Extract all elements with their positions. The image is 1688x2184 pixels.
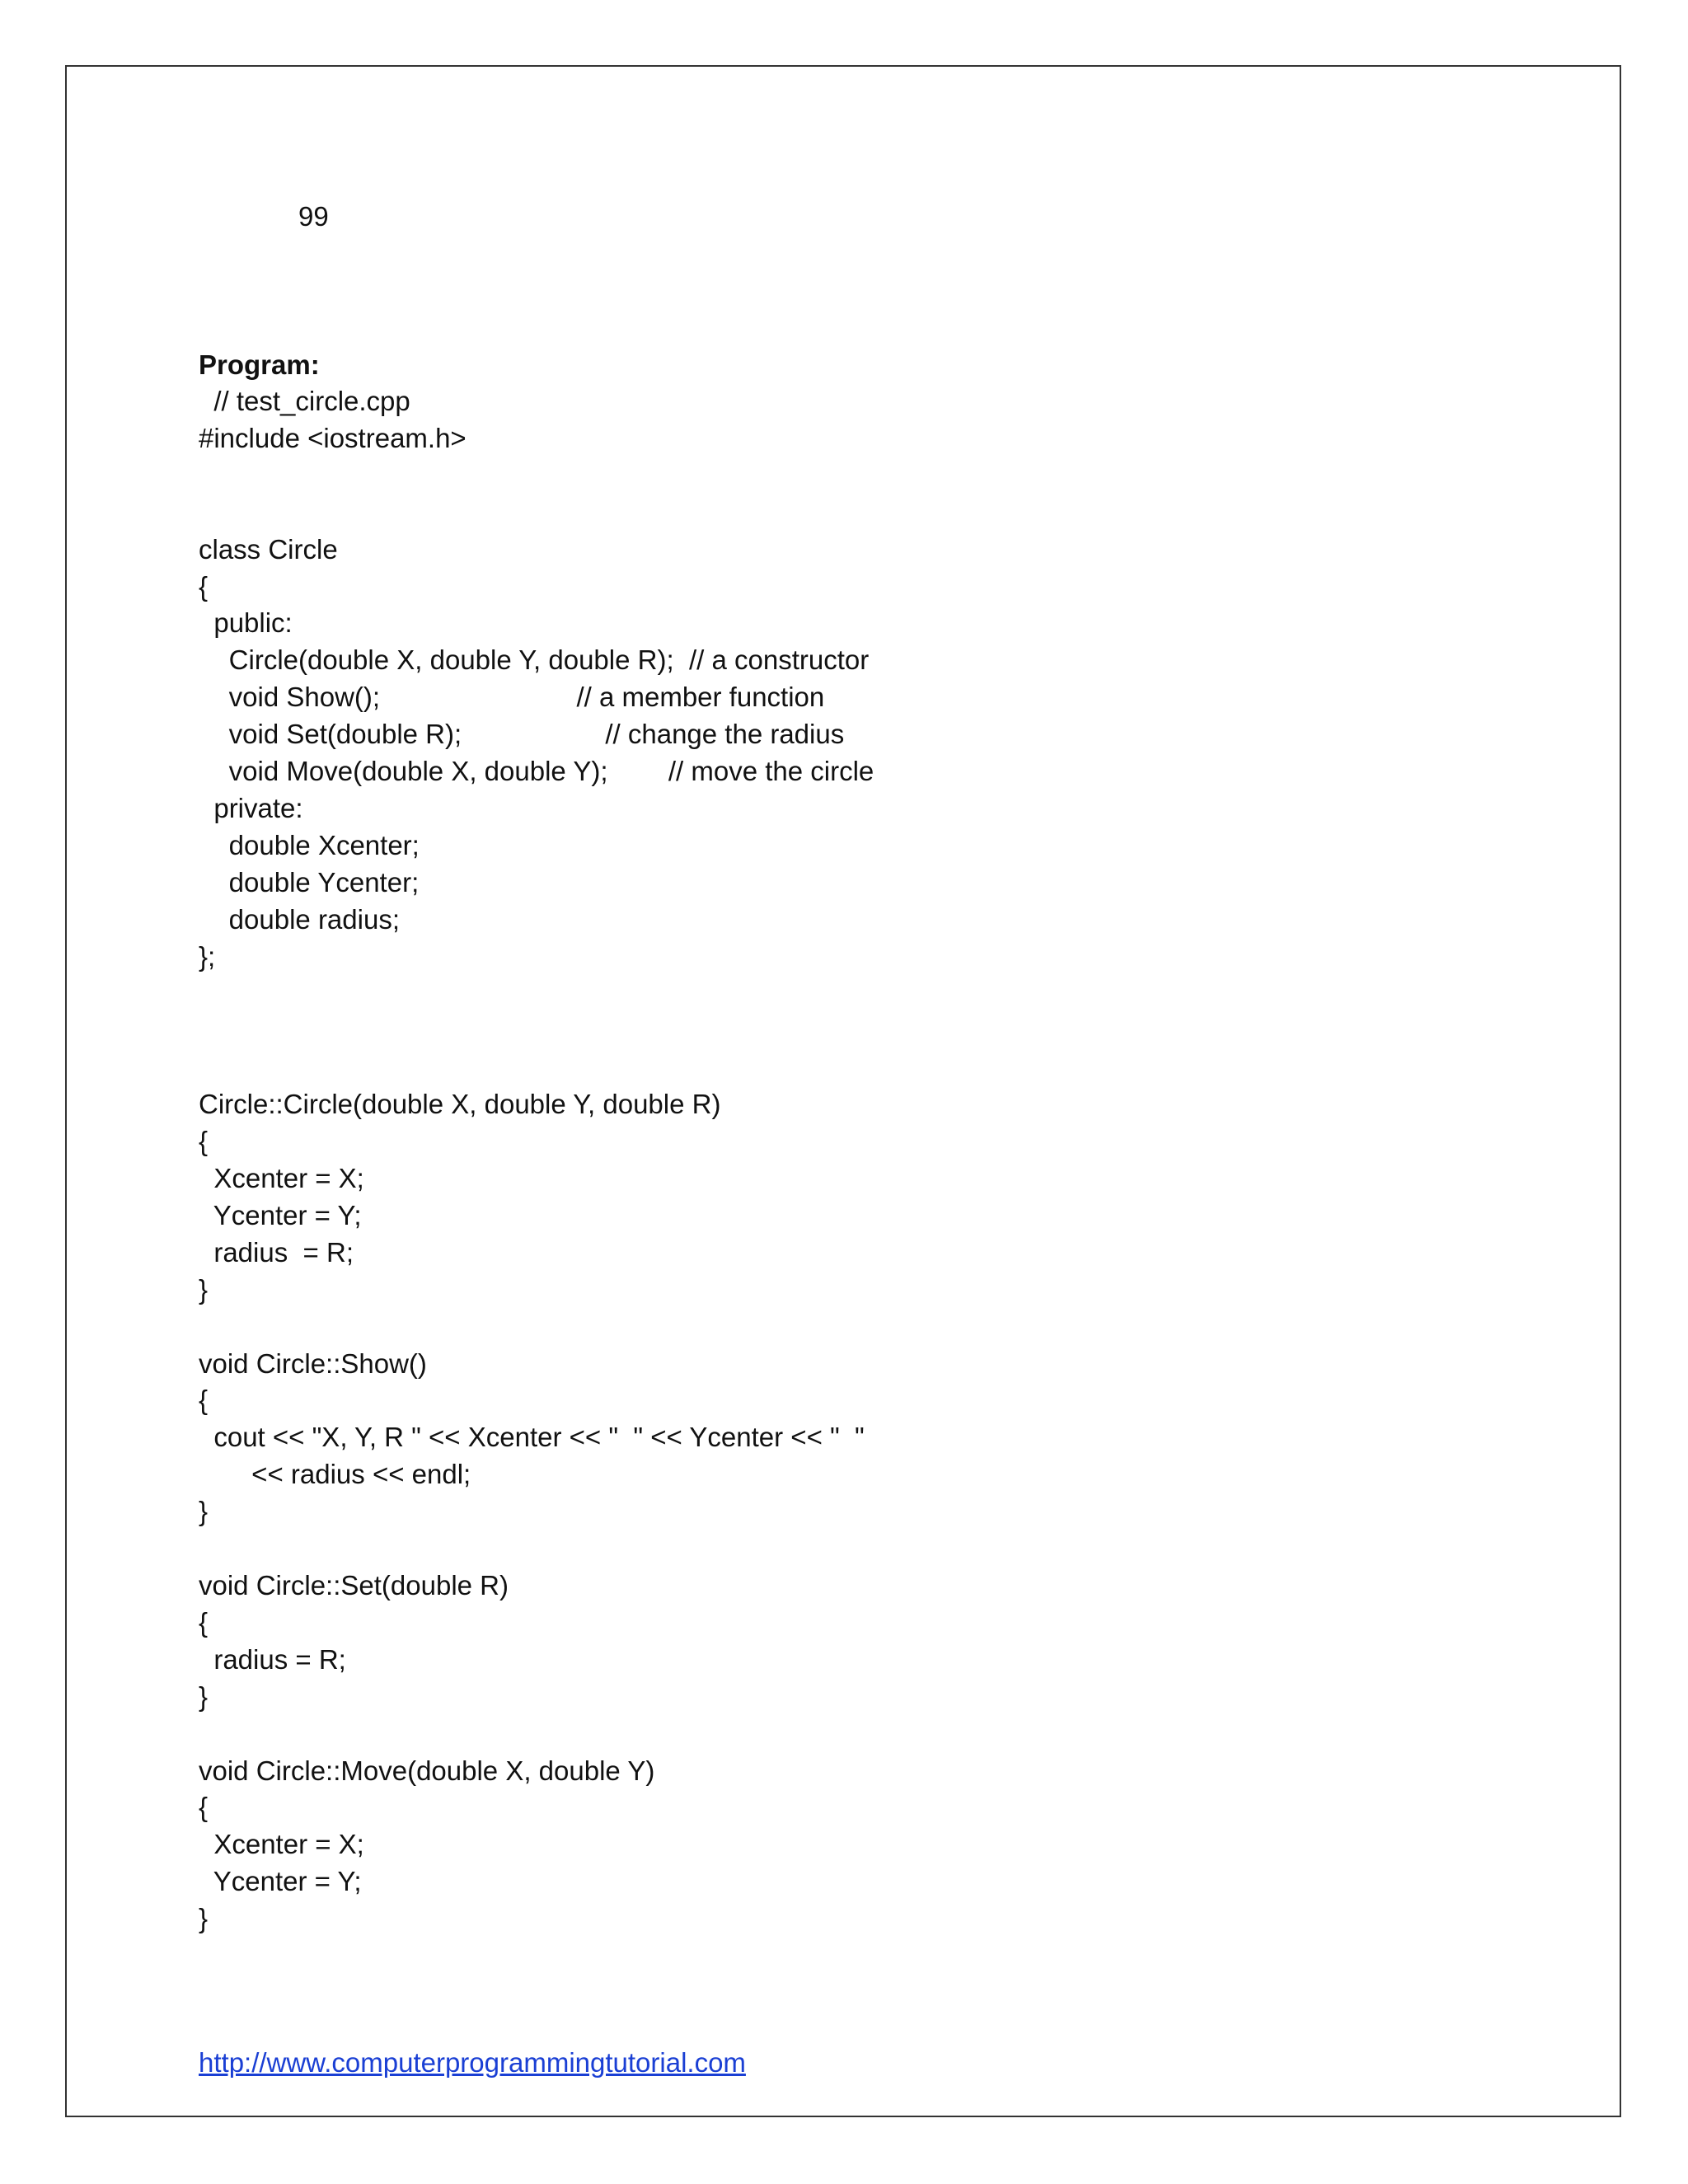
page-number: 99 [298, 201, 329, 232]
program-heading: Program: [199, 349, 320, 380]
footer-link[interactable]: http://www.computerprogrammingtutorial.com [199, 2047, 746, 2078]
code-listing: // test_circle.cpp #include <iostream.h> class Circle { public: Circle(double X, double Y, double R); // a constructor void Show(); // a member function void Set(double R); // change the radius void Move(double X, double Y); // move the circle private: double Xcenter; double Ycenter; double radius; }; Circle::Circle(double X, double Y, double R) { Xcenter = X; Ycenter = Y; radius = R; } void Circle::Show() { cout << "X, Y, R " << Xcenter << " " << Ycenter << " " << radius << endl; } void Circle::Set(double R) { radius = R; } void Circle::Move(double X, double Y) { Xcenter = X; Ycenter = Y; } [199, 386, 874, 1934]
